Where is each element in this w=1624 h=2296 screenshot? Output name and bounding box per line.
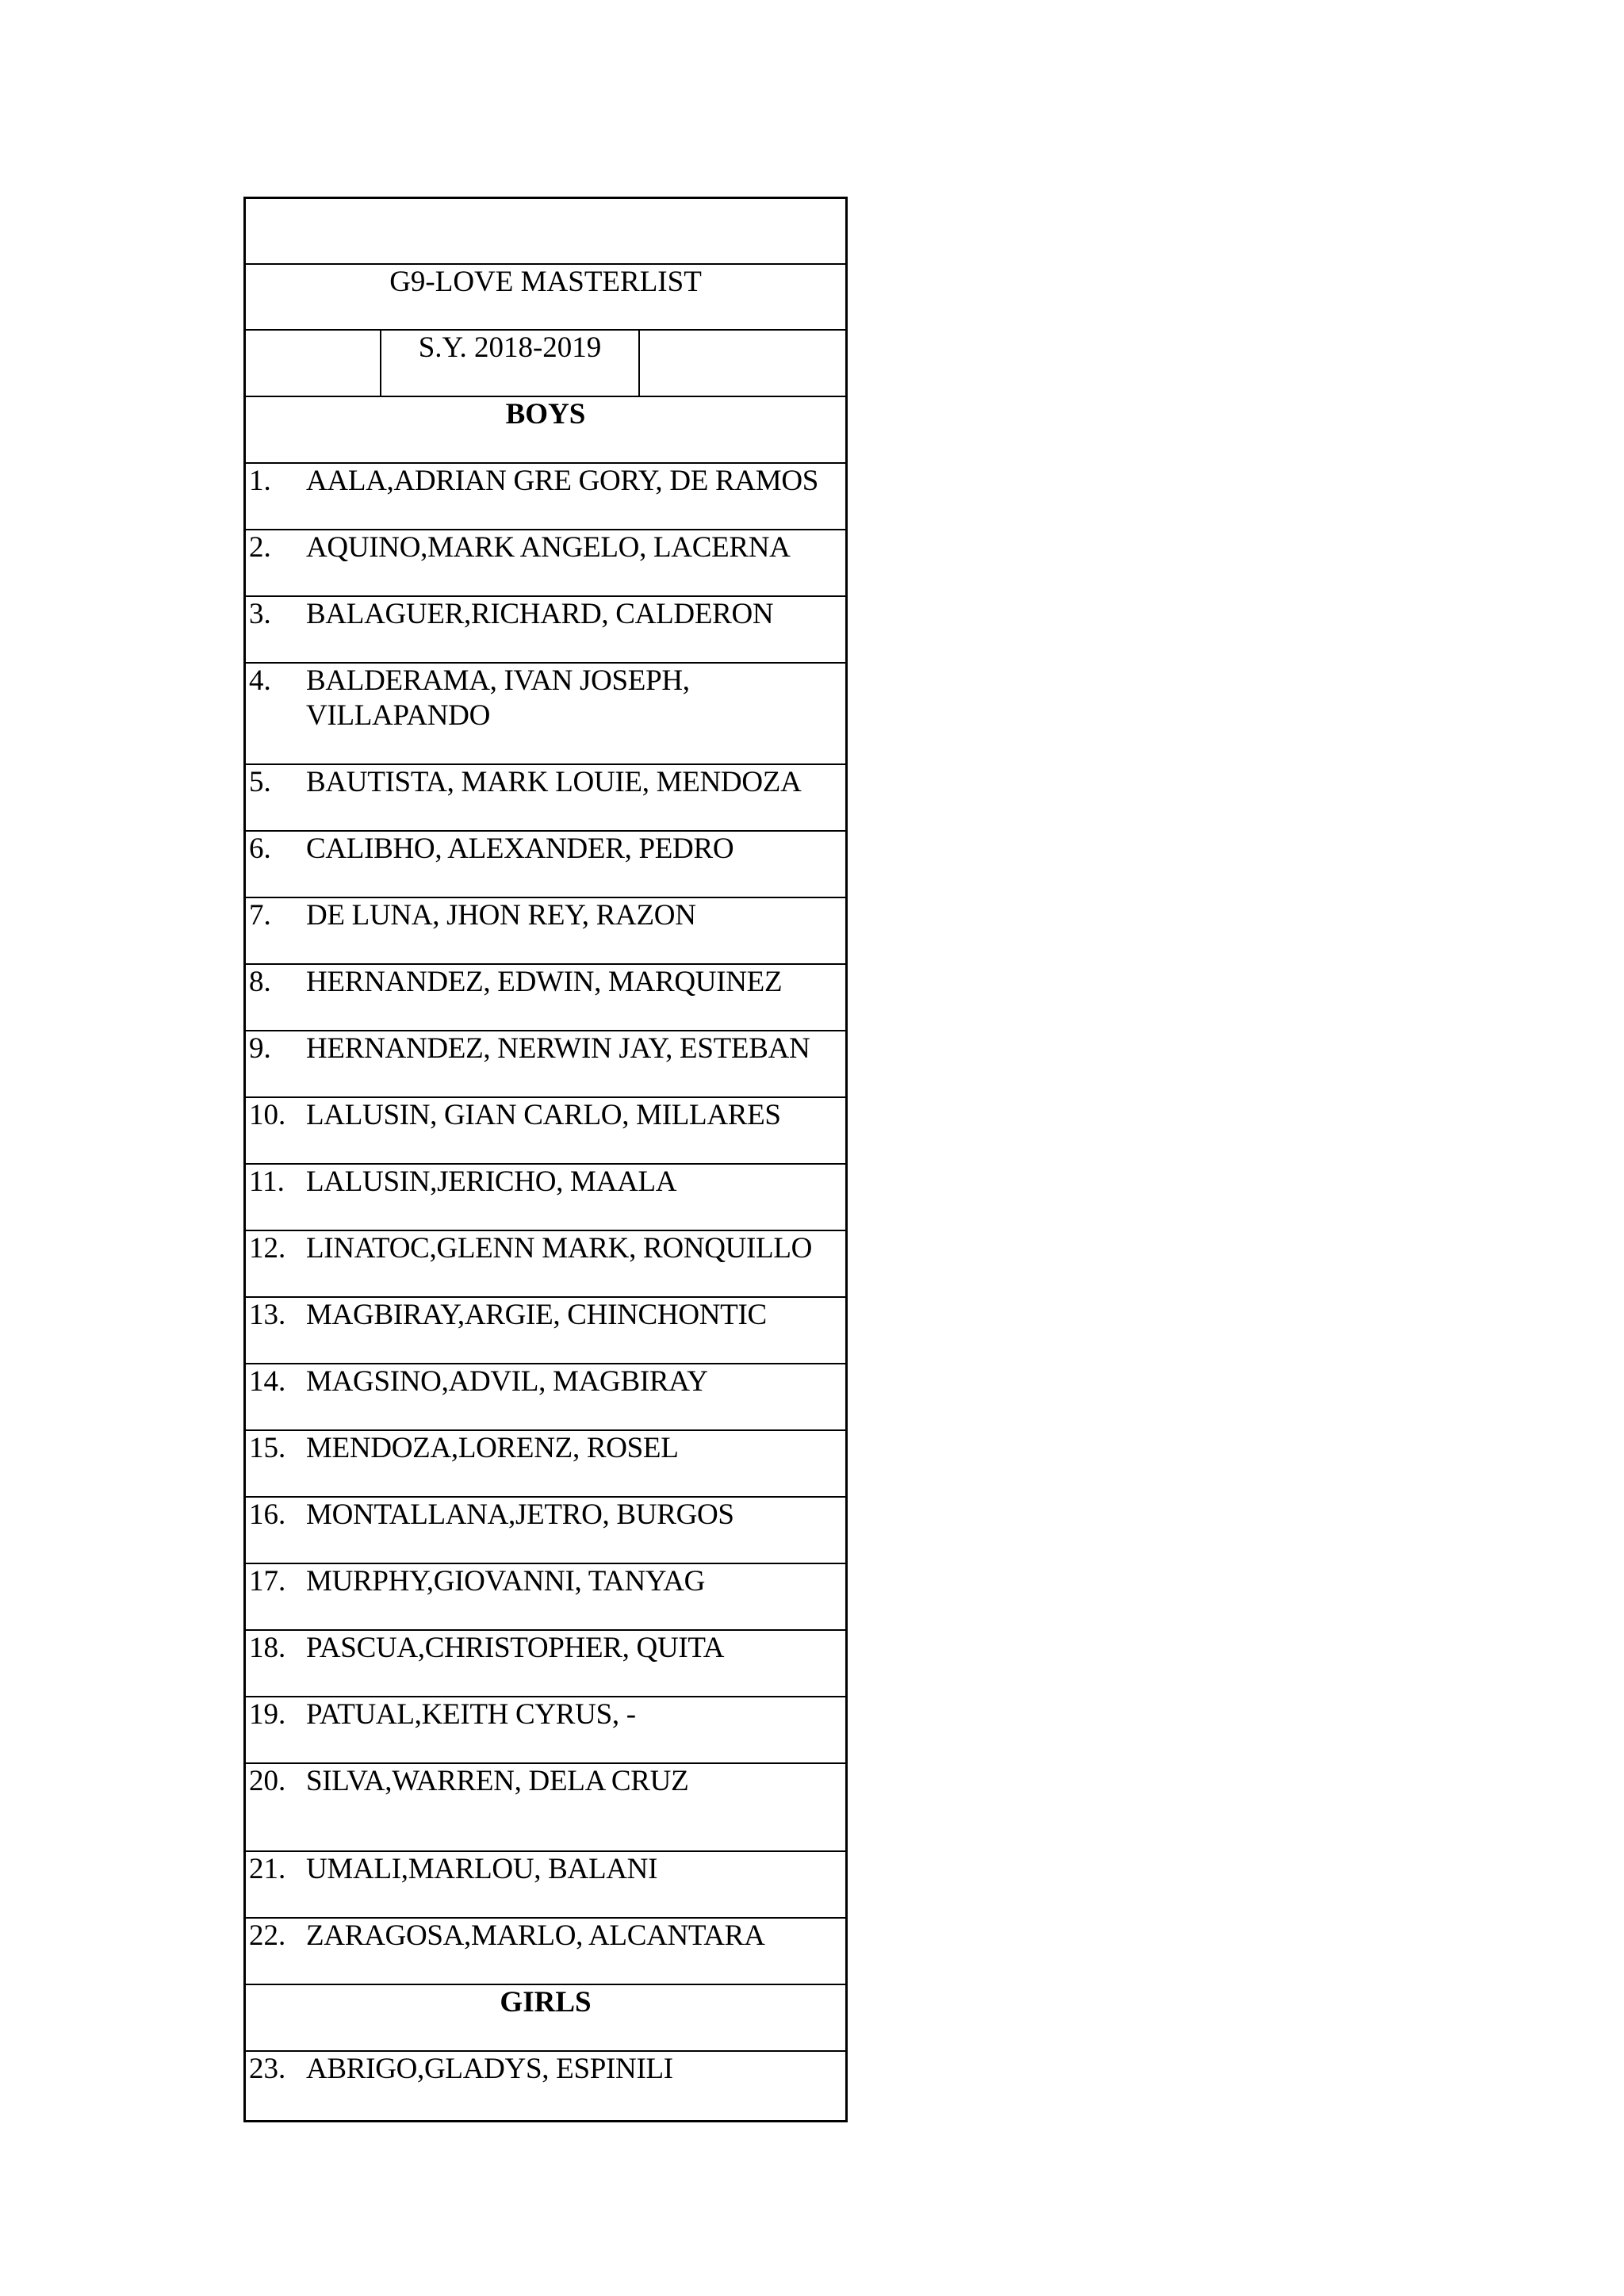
student-number: 16.	[249, 1498, 286, 1531]
school-year-right-cell	[640, 331, 845, 396]
student-row	[246, 1165, 845, 1231]
student-row	[246, 765, 845, 832]
student-number: 17.	[249, 1565, 286, 1598]
student-number: 11.	[249, 1165, 285, 1198]
student-number: 14.	[249, 1365, 286, 1398]
title-row	[246, 265, 845, 331]
student-row	[246, 1098, 845, 1165]
student-number: 9.	[249, 1032, 271, 1065]
student-number: 2.	[249, 531, 271, 564]
student-name: MONTALLANA,JETRO, BURGOS	[306, 1498, 734, 1531]
student-name: PATUAL,KEITH CYRUS, -	[306, 1698, 636, 1731]
section-heading-label: GIRLS	[500, 1986, 592, 2019]
student-name: BALDERAMA, IVAN JOSEPH, VILLAPANDO	[306, 664, 690, 732]
student-name: AALA,ADRIAN GRE GORY, DE RAMOS	[306, 465, 819, 497]
masterlist-table	[243, 197, 848, 2122]
section-heading-label: BOYS	[505, 398, 586, 430]
student-number: 1.	[249, 465, 271, 497]
student-row	[246, 1231, 845, 1298]
student-row	[246, 1498, 845, 1564]
student-row	[246, 664, 845, 765]
student-number: 12.	[249, 1232, 286, 1265]
student-number: 23.	[249, 2053, 286, 2085]
student-rows	[246, 397, 845, 2120]
student-row	[246, 1298, 845, 1364]
student-name: AQUINO,MARK ANGELO, LACERNA	[306, 531, 791, 564]
student-row	[246, 464, 845, 530]
student-number: 3.	[249, 598, 271, 630]
student-number: 20.	[249, 1765, 286, 1797]
student-row	[246, 1564, 845, 1631]
student-row	[246, 1364, 845, 1431]
student-name: BAUTISTA, MARK LOUIE, MENDOZA	[306, 766, 802, 798]
section-heading-girls	[246, 1985, 845, 2052]
student-number: 6.	[249, 832, 271, 865]
student-number: 21.	[249, 1853, 286, 1885]
student-row	[246, 530, 845, 597]
student-name: UMALI,MARLOU, BALANI	[306, 1853, 658, 1885]
document-title: G9-LOVE MASTERLIST	[389, 266, 702, 298]
student-row	[246, 1031, 845, 1098]
student-number: 5.	[249, 766, 271, 798]
student-name: DE LUNA, JHON REY, RAZON	[306, 899, 696, 932]
student-name: CALIBHO, ALEXANDER, PEDRO	[306, 832, 734, 865]
student-number: 18.	[249, 1632, 286, 1664]
student-name: HERNANDEZ, NERWIN JAY, ESTEBAN	[306, 1032, 810, 1065]
student-row	[246, 832, 845, 898]
student-name: MENDOZA,LORENZ, ROSEL	[306, 1432, 679, 1464]
student-number: 19.	[249, 1698, 286, 1731]
student-row	[246, 898, 845, 965]
student-row	[246, 1919, 845, 1985]
student-row	[246, 2052, 845, 2120]
student-name: MURPHY,GIOVANNI, TANYAG	[306, 1565, 706, 1598]
student-number: 4.	[249, 664, 271, 697]
school-year-row	[246, 331, 845, 397]
school-year: S.Y. 2018-2019	[381, 331, 640, 396]
student-number: 8.	[249, 966, 271, 998]
student-row	[246, 1764, 845, 1852]
student-row	[246, 597, 845, 664]
student-row	[246, 1631, 845, 1697]
blank-header-row	[246, 199, 845, 265]
student-row	[246, 1431, 845, 1498]
student-row	[246, 965, 845, 1031]
student-number: 22.	[249, 1919, 286, 1952]
student-number: 10.	[249, 1099, 286, 1131]
student-row	[246, 1852, 845, 1919]
section-heading-boys	[246, 397, 845, 464]
student-name: MAGBIRAY,ARGIE, CHINCHONTIC	[306, 1299, 767, 1331]
student-row	[246, 1697, 845, 1764]
student-number: 13.	[249, 1299, 286, 1331]
student-name: SILVA,WARREN, DELA CRUZ	[306, 1765, 689, 1797]
student-name: LALUSIN, GIAN CARLO, MILLARES	[306, 1099, 781, 1131]
student-name: PASCUA,CHRISTOPHER, QUITA	[306, 1632, 725, 1664]
student-name: MAGSINO,ADVIL, MAGBIRAY	[306, 1365, 708, 1398]
student-number: 7.	[249, 899, 271, 932]
student-number: 15.	[249, 1432, 286, 1464]
school-year-left-cell	[246, 331, 381, 396]
student-name: LINATOC,GLENN MARK, RONQUILLO	[306, 1232, 813, 1265]
student-name: ABRIGO,GLADYS, ESPINILI	[306, 2053, 673, 2085]
student-name: LALUSIN,JERICHO, MAALA	[306, 1165, 677, 1198]
student-name: HERNANDEZ, EDWIN, MARQUINEZ	[306, 966, 783, 998]
student-name: ZARAGOSA,MARLO, ALCANTARA	[306, 1919, 765, 1952]
student-name: BALAGUER,RICHARD, CALDERON	[306, 598, 774, 630]
